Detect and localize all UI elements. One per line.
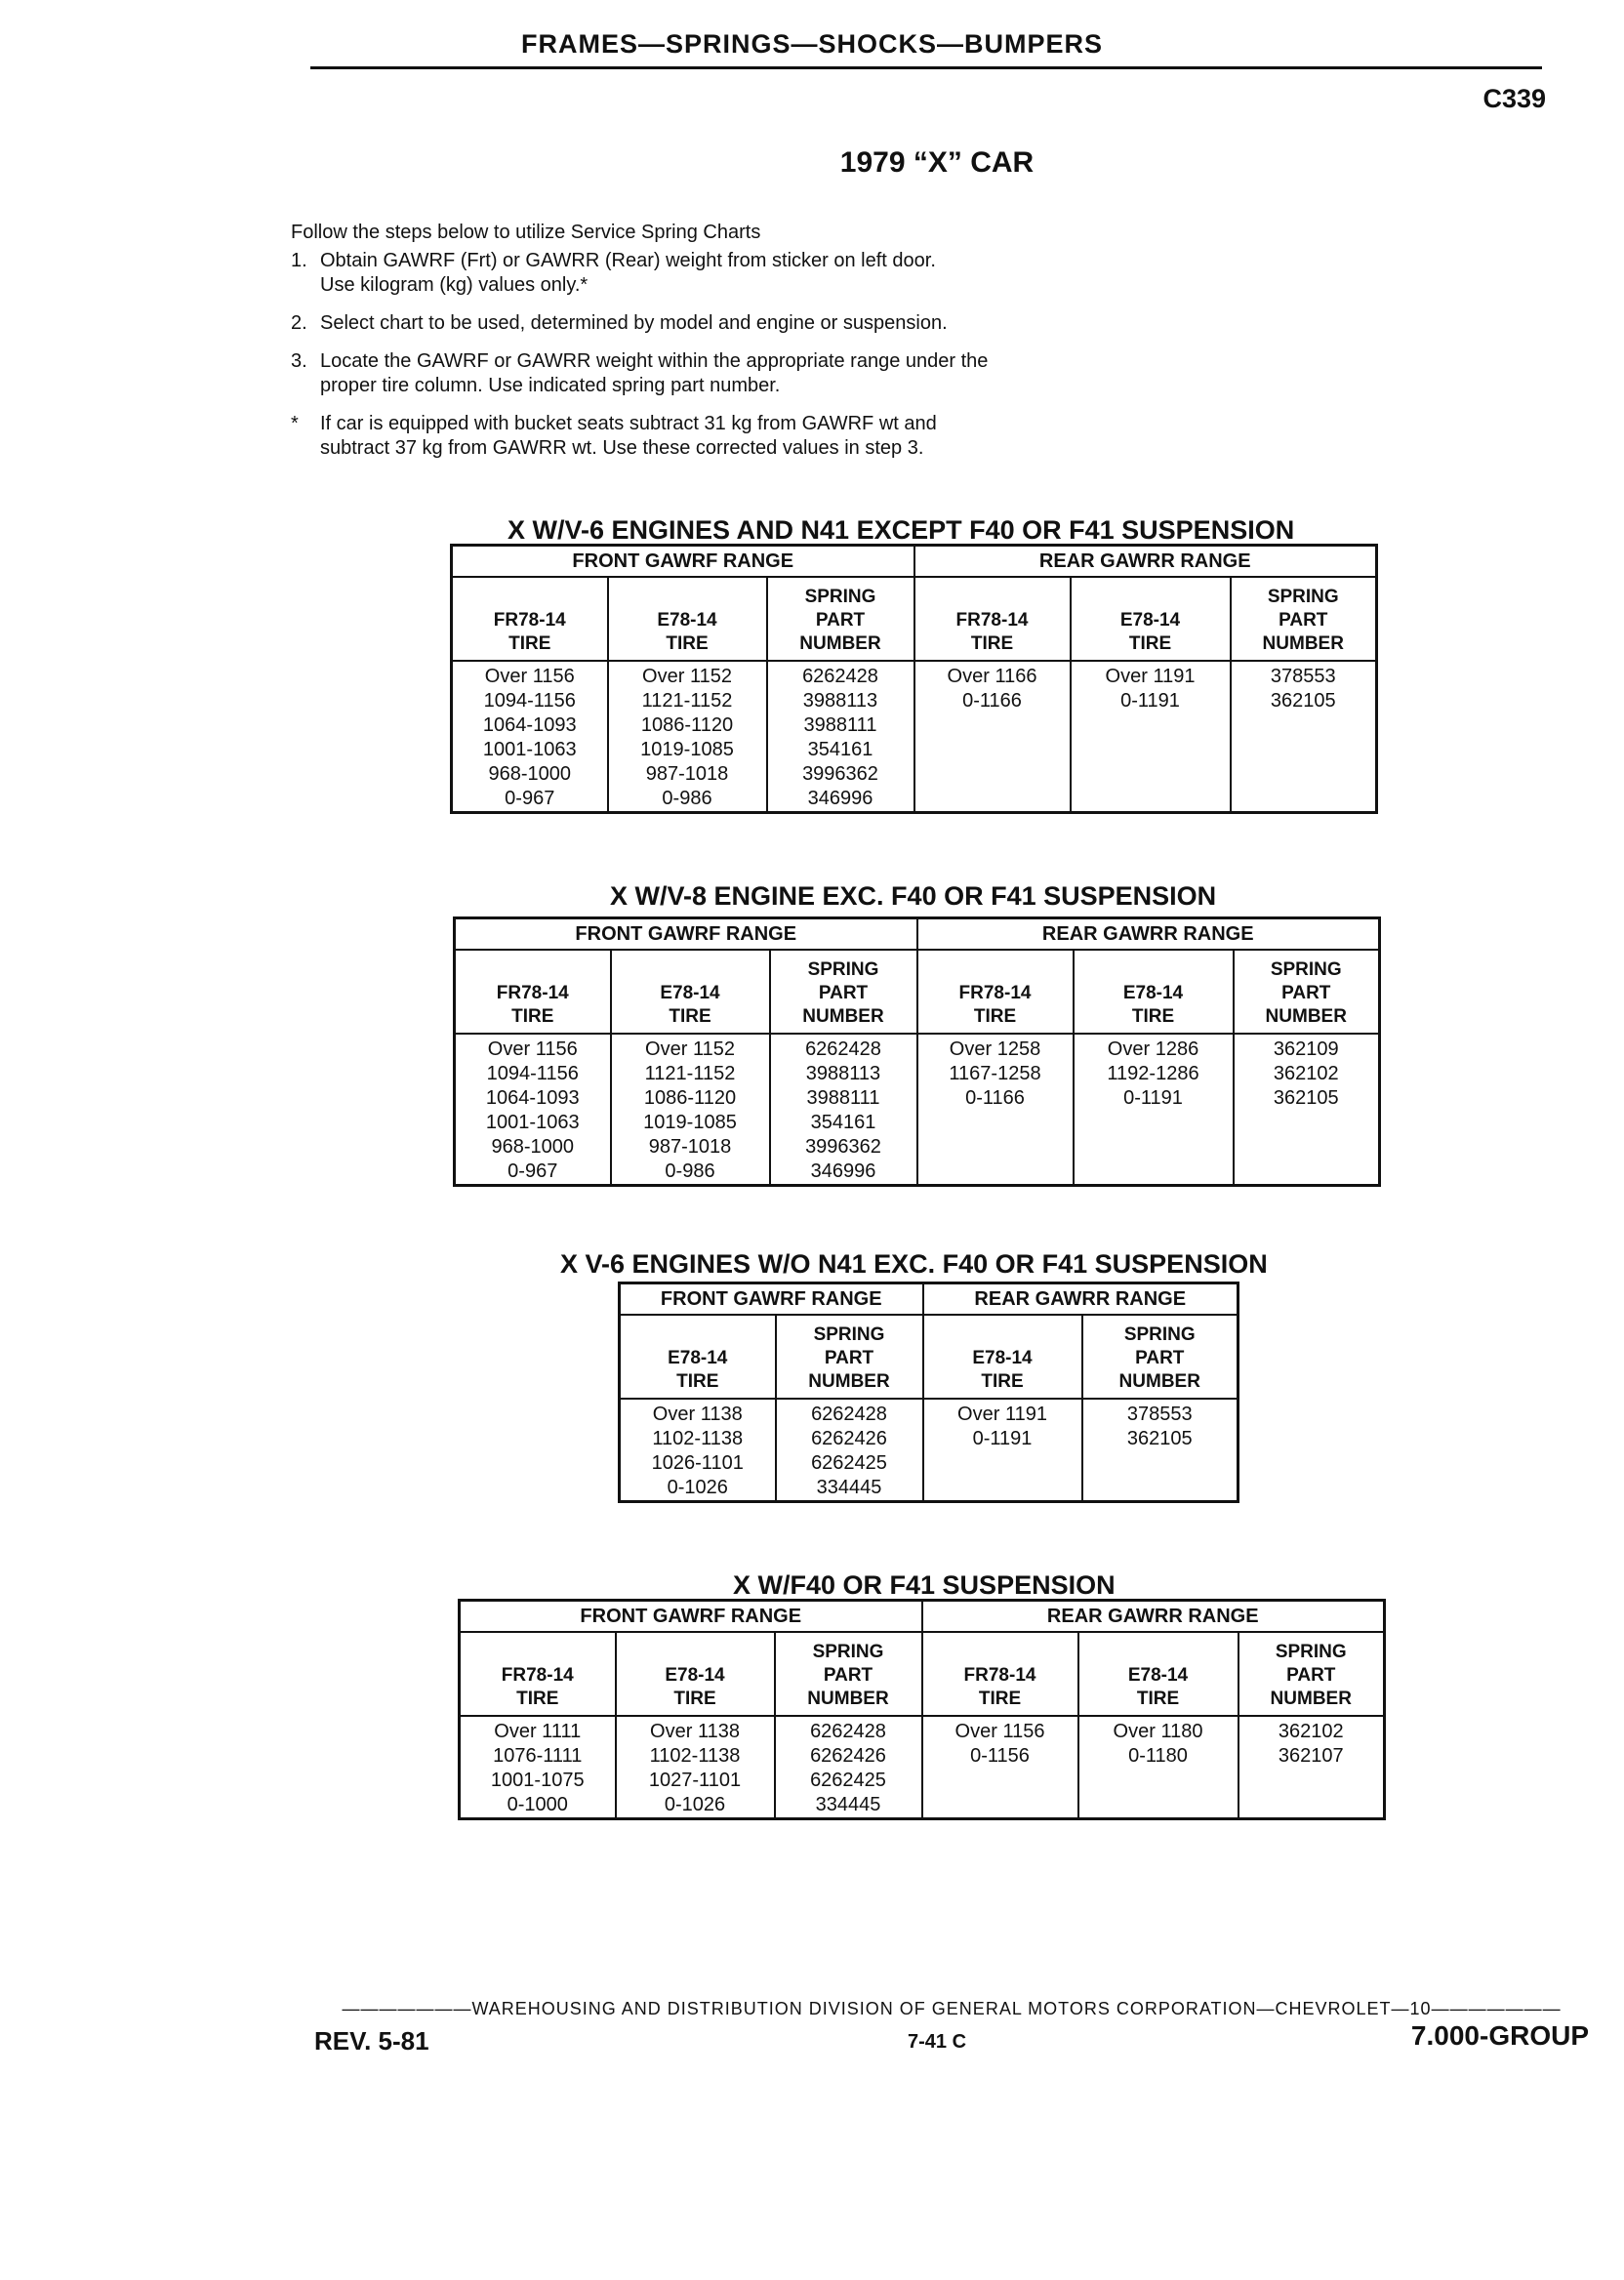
table-cell: Over 1180 bbox=[1113, 1721, 1203, 1742]
column-header-line: SPRING bbox=[812, 1642, 884, 1662]
table-cell: 1121-1152 bbox=[641, 690, 733, 712]
column-header-line: SPRING bbox=[1123, 1324, 1196, 1345]
column-header-line: E78-14 bbox=[657, 610, 717, 631]
table-cell: 0-1191 bbox=[1123, 1087, 1183, 1109]
data-column bbox=[460, 1716, 616, 1819]
column-header-line: SPRING bbox=[1270, 959, 1342, 980]
table-cell: Over 1111 bbox=[494, 1721, 582, 1742]
data-column bbox=[770, 1034, 917, 1186]
table-cell: 1167-1258 bbox=[949, 1063, 1041, 1084]
column-header-line: E78-14 bbox=[1122, 983, 1184, 1003]
table-cell: 3988113 bbox=[802, 690, 878, 712]
column-header-line: E78-14 bbox=[972, 1348, 1033, 1368]
table-cell: 1102-1138 bbox=[649, 1745, 741, 1767]
table-cell: 6262426 bbox=[811, 1428, 887, 1449]
table-cell: 362102 bbox=[1273, 1063, 1339, 1084]
column-header bbox=[452, 577, 608, 661]
table-cell: 987-1018 bbox=[645, 763, 729, 785]
column-header-line: E78-14 bbox=[668, 1348, 728, 1368]
table-cell: Over 1156 bbox=[954, 1721, 1045, 1742]
table-cell: 3996362 bbox=[802, 763, 878, 785]
table-row bbox=[455, 1034, 1380, 1186]
step-number: * bbox=[291, 413, 299, 434]
data-column bbox=[923, 1399, 1082, 1502]
spring-chart-table bbox=[618, 1282, 1239, 1503]
table-cell: 1076-1111 bbox=[493, 1745, 583, 1767]
column-header-line: SPRING bbox=[1267, 587, 1339, 607]
instruction-step bbox=[291, 349, 1169, 398]
data-column bbox=[1074, 1034, 1234, 1186]
column-header-line: FR78-14 bbox=[501, 1665, 574, 1686]
table-cell: 0-1166 bbox=[965, 1087, 1025, 1109]
column-header-line: NUMBER bbox=[799, 633, 881, 654]
column-header-line: FR78-14 bbox=[963, 1665, 1036, 1686]
column-header-line: NUMBER bbox=[802, 1006, 884, 1027]
table-cell: 6262428 bbox=[805, 1038, 881, 1060]
column-header-line: TIRE bbox=[1131, 1006, 1175, 1027]
table-cell: 346996 bbox=[807, 788, 873, 809]
column-header-line: TIRE bbox=[508, 633, 551, 654]
table-cell: 334445 bbox=[816, 1477, 882, 1498]
table-cell: 6262426 bbox=[810, 1745, 886, 1767]
column-header bbox=[1071, 577, 1231, 661]
table-cell: 1094-1156 bbox=[483, 690, 576, 712]
column-header bbox=[620, 1315, 776, 1399]
column-header-line: TIRE bbox=[1128, 633, 1172, 654]
data-column bbox=[914, 661, 1071, 813]
instructions-intro: Follow the steps below to utilize Service Spring Charts bbox=[291, 222, 761, 243]
spring-chart-table bbox=[458, 1599, 1386, 1820]
column-header bbox=[608, 577, 767, 661]
column-header bbox=[923, 1315, 1082, 1399]
column-header-row bbox=[460, 1632, 1385, 1716]
step-line: If car is equipped with bucket seats subtract 31 kg from GAWRF wt and bbox=[320, 413, 937, 434]
data-column bbox=[616, 1716, 775, 1819]
table-cell: 6262428 bbox=[802, 666, 878, 687]
data-column bbox=[455, 1034, 611, 1186]
table-cell: 0-1191 bbox=[1120, 690, 1180, 712]
table-cell: 1121-1152 bbox=[644, 1063, 736, 1084]
column-header-line: TIRE bbox=[669, 1006, 711, 1027]
data-column bbox=[1234, 1034, 1380, 1186]
column-header bbox=[914, 577, 1071, 661]
data-column bbox=[608, 661, 767, 813]
front-range-header: FRONT GAWRF RANGE bbox=[452, 546, 914, 578]
step-line: Locate the GAWRF or GAWRR weight within the appropriate range under the bbox=[320, 350, 989, 372]
column-header-line: SPRING bbox=[804, 587, 876, 607]
column-header-line: TIRE bbox=[981, 1371, 1024, 1392]
table-cell: 0-986 bbox=[665, 1160, 715, 1182]
data-column bbox=[776, 1399, 923, 1502]
table-cell: Over 1258 bbox=[949, 1038, 1041, 1060]
column-header-line: PART bbox=[1281, 983, 1331, 1003]
column-header-line: PART bbox=[815, 610, 866, 631]
table-cell: 362109 bbox=[1273, 1038, 1339, 1060]
column-header-line: FR78-14 bbox=[493, 610, 566, 631]
step-line: Select chart to be used, determined by model and engine or suspension. bbox=[320, 312, 948, 334]
data-column bbox=[767, 661, 914, 813]
page-title: 1979 “X” CAR bbox=[839, 146, 1035, 179]
table-cell: 1027-1101 bbox=[648, 1770, 742, 1791]
column-header-line: E78-14 bbox=[1119, 610, 1181, 631]
header-rule bbox=[310, 66, 1542, 69]
data-column bbox=[620, 1399, 776, 1502]
data-column bbox=[1082, 1399, 1238, 1502]
table-cell: 362102 bbox=[1278, 1721, 1344, 1742]
chart-title: X W/V-8 ENGINE EXC. F40 OR F41 SUSPENSION bbox=[610, 881, 1217, 911]
instructions bbox=[291, 221, 1169, 474]
table-cell: 968-1000 bbox=[488, 763, 572, 785]
step-number: 3. bbox=[291, 350, 307, 372]
table-cell: 1001-1075 bbox=[490, 1770, 585, 1791]
table-cell: 0-1026 bbox=[664, 1794, 726, 1815]
column-header bbox=[611, 950, 770, 1034]
rear-range-header: REAR GAWRR RANGE bbox=[922, 1601, 1385, 1633]
table-cell: 1086-1120 bbox=[640, 714, 734, 736]
column-header-line: TIRE bbox=[673, 1689, 716, 1709]
column-header-line: PART bbox=[1279, 610, 1328, 631]
data-column bbox=[1071, 661, 1231, 813]
rear-range-header: REAR GAWRR RANGE bbox=[923, 1283, 1238, 1316]
column-header bbox=[776, 1315, 923, 1399]
data-column bbox=[611, 1034, 770, 1186]
range-header-row bbox=[620, 1283, 1238, 1316]
table-cell: 354161 bbox=[807, 739, 873, 760]
column-header-line: NUMBER bbox=[1270, 1689, 1352, 1709]
chart-title: X W/F40 OR F41 SUSPENSION bbox=[733, 1570, 1116, 1600]
column-header bbox=[1078, 1632, 1238, 1716]
column-header-line: E78-14 bbox=[660, 983, 720, 1003]
column-header-line: PART bbox=[1135, 1348, 1185, 1368]
range-header-row bbox=[452, 546, 1377, 578]
table-cell: 0-1156 bbox=[970, 1745, 1030, 1767]
table-cell: Over 1138 bbox=[650, 1721, 740, 1742]
column-header-line: PART bbox=[818, 983, 869, 1003]
rear-range-header: REAR GAWRR RANGE bbox=[914, 546, 1377, 578]
table-cell: 6262425 bbox=[811, 1452, 887, 1474]
table-row bbox=[460, 1716, 1385, 1819]
range-header-row bbox=[455, 918, 1380, 951]
table-cell: 968-1000 bbox=[491, 1136, 575, 1158]
data-column bbox=[917, 1034, 1074, 1186]
data-column bbox=[922, 1716, 1078, 1819]
step-line: Obtain GAWRF (Frt) or GAWRR (Rear) weight from sticker on left door. bbox=[320, 250, 936, 271]
table-cell: 0-1180 bbox=[1128, 1745, 1188, 1767]
column-header-line: SPRING bbox=[807, 959, 879, 980]
table-row bbox=[452, 661, 1377, 813]
column-header bbox=[1082, 1315, 1238, 1399]
table-cell: Over 1152 bbox=[642, 666, 732, 687]
table-cell: 0-1000 bbox=[507, 1794, 568, 1815]
instruction-step bbox=[291, 311, 1169, 336]
column-header bbox=[1074, 950, 1234, 1034]
chart-title: X V-6 ENGINES W/O N41 EXC. F40 OR F41 SUSPENSION bbox=[560, 1249, 1268, 1279]
table-cell: 1064-1093 bbox=[482, 714, 577, 736]
step-line: subtract 37 kg from GAWRR wt. Use these corrected values in step 3. bbox=[320, 437, 924, 459]
table-cell: 0-1191 bbox=[972, 1428, 1033, 1449]
column-header-line: TIRE bbox=[970, 633, 1014, 654]
table-cell: 0-1026 bbox=[667, 1477, 728, 1498]
column-header-line: FR78-14 bbox=[958, 983, 1032, 1003]
table-cell: Over 1191 bbox=[957, 1404, 1047, 1425]
table-cell: 987-1018 bbox=[648, 1136, 732, 1158]
instruction-step bbox=[291, 412, 1169, 461]
column-header-line: PART bbox=[1286, 1665, 1336, 1686]
table-cell: 3996362 bbox=[805, 1136, 881, 1158]
footer-division-text: WAREHOUSING AND DISTRIBUTION DIVISION OF GENERAL MOTORS CORPORATION—CHEVROLET—10 bbox=[471, 1999, 1432, 2018]
column-header-line: E78-14 bbox=[1127, 1665, 1189, 1686]
data-column bbox=[1238, 1716, 1385, 1819]
data-column bbox=[1078, 1716, 1238, 1819]
data-column bbox=[452, 661, 608, 813]
instruction-steps bbox=[291, 249, 1169, 461]
column-header-line: NUMBER bbox=[807, 1689, 889, 1709]
chart-title: X W/V-6 ENGINES AND N41 EXCEPT F40 OR F41 SUSPENSION bbox=[508, 515, 1295, 545]
column-header bbox=[616, 1632, 775, 1716]
column-header-row bbox=[452, 577, 1377, 661]
column-header-line: TIRE bbox=[978, 1689, 1022, 1709]
instruction-step bbox=[291, 249, 1169, 298]
column-header bbox=[1231, 577, 1377, 661]
column-header-line: NUMBER bbox=[1265, 1006, 1347, 1027]
step-text bbox=[320, 249, 1169, 298]
table-cell: 6262428 bbox=[811, 1404, 887, 1425]
table-cell: Over 1156 bbox=[487, 1038, 578, 1060]
column-header-line: TIRE bbox=[973, 1006, 1017, 1027]
column-header-row bbox=[620, 1315, 1238, 1399]
step-text bbox=[320, 349, 1169, 398]
table-cell: Over 1152 bbox=[645, 1038, 735, 1060]
table-cell: 362107 bbox=[1278, 1745, 1344, 1767]
table-cell: 346996 bbox=[810, 1160, 876, 1182]
column-header bbox=[922, 1632, 1078, 1716]
column-header bbox=[917, 950, 1074, 1034]
column-header bbox=[770, 950, 917, 1034]
page-code: C339 bbox=[1482, 84, 1546, 113]
column-header-line: PART bbox=[823, 1665, 873, 1686]
table-cell: Over 1166 bbox=[947, 666, 1037, 687]
column-header-line: FR78-14 bbox=[496, 983, 569, 1003]
footer-revision: REV. 5-81 bbox=[314, 2026, 429, 2056]
column-header-line: TIRE bbox=[516, 1689, 559, 1709]
table-cell: 0-967 bbox=[505, 788, 555, 809]
table-cell: Over 1286 bbox=[1107, 1038, 1199, 1060]
column-header-line: NUMBER bbox=[1118, 1371, 1200, 1392]
table-cell: 1192-1286 bbox=[1107, 1063, 1199, 1084]
table-cell: 1086-1120 bbox=[643, 1087, 737, 1109]
column-header bbox=[775, 1632, 922, 1716]
table-cell: 378553 bbox=[1126, 1404, 1193, 1425]
step-text bbox=[320, 311, 1169, 336]
table-cell: 1019-1085 bbox=[643, 1112, 737, 1133]
table-cell: Over 1138 bbox=[652, 1404, 743, 1425]
column-header bbox=[1238, 1632, 1385, 1716]
table-cell: 362105 bbox=[1270, 690, 1336, 712]
column-header-line: SPRING bbox=[1275, 1642, 1347, 1662]
column-header bbox=[455, 950, 611, 1034]
footer-division-line: ———————WAREHOUSING AND DISTRIBUTION DIVISION OF GENERAL MOTORS CORPORATION—CHEVROLET—10——————— bbox=[342, 1999, 1562, 2018]
table-cell: 6262428 bbox=[810, 1721, 886, 1742]
column-header-line: SPRING bbox=[813, 1324, 885, 1345]
spring-chart-table bbox=[453, 916, 1381, 1187]
column-header-line: TIRE bbox=[676, 1371, 719, 1392]
front-range-header: FRONT GAWRF RANGE bbox=[460, 1601, 922, 1633]
table-cell: 6262425 bbox=[810, 1770, 886, 1791]
column-header-line: E78-14 bbox=[665, 1665, 725, 1686]
table-row bbox=[620, 1399, 1238, 1502]
table-cell: 3988111 bbox=[803, 714, 877, 736]
table-cell: 3988113 bbox=[805, 1063, 881, 1084]
table-cell: 1064-1093 bbox=[485, 1087, 580, 1109]
table-cell: 354161 bbox=[810, 1112, 876, 1133]
data-column bbox=[1231, 661, 1377, 813]
step-line: Use kilogram (kg) values only.* bbox=[320, 274, 589, 296]
column-header bbox=[1234, 950, 1380, 1034]
table-cell: 1094-1156 bbox=[486, 1063, 579, 1084]
table-cell: 0-986 bbox=[662, 788, 712, 809]
table-cell: 3988111 bbox=[806, 1087, 880, 1109]
table-cell: 1019-1085 bbox=[640, 739, 734, 760]
step-number: 2. bbox=[291, 312, 307, 334]
column-header bbox=[460, 1632, 616, 1716]
table-cell: 362105 bbox=[1273, 1087, 1339, 1109]
table-cell: 334445 bbox=[815, 1794, 881, 1815]
table-cell: 1001-1063 bbox=[482, 739, 577, 760]
front-range-header: FRONT GAWRF RANGE bbox=[620, 1283, 923, 1316]
column-header-row bbox=[455, 950, 1380, 1034]
step-line: proper tire column. Use indicated spring part number. bbox=[320, 375, 781, 396]
table-cell: 1102-1138 bbox=[652, 1428, 744, 1449]
page-header-title: FRAMES—SPRINGS—SHOCKS—BUMPERS bbox=[520, 29, 1104, 59]
column-header-line: NUMBER bbox=[1262, 633, 1344, 654]
table-cell: 1001-1063 bbox=[485, 1112, 580, 1133]
footer-page-number: 7-41 C bbox=[908, 2031, 967, 2053]
spring-chart-table bbox=[450, 544, 1378, 814]
table-cell: Over 1156 bbox=[484, 666, 575, 687]
column-header-line: FR78-14 bbox=[955, 610, 1029, 631]
column-header bbox=[767, 577, 914, 661]
front-range-header: FRONT GAWRF RANGE bbox=[455, 918, 917, 951]
column-header-line: PART bbox=[824, 1348, 874, 1368]
table-cell: 378553 bbox=[1270, 666, 1336, 687]
data-column bbox=[775, 1716, 922, 1819]
table-cell: 0-1166 bbox=[962, 690, 1022, 712]
table-cell: 0-967 bbox=[508, 1160, 558, 1182]
table-cell: 362105 bbox=[1126, 1428, 1193, 1449]
table-cell: 1026-1101 bbox=[651, 1452, 744, 1474]
step-text bbox=[320, 412, 1169, 461]
table-cell: Over 1191 bbox=[1105, 666, 1196, 687]
column-header-line: TIRE bbox=[1136, 1689, 1180, 1709]
rear-range-header: REAR GAWRR RANGE bbox=[917, 918, 1380, 951]
column-header-line: TIRE bbox=[666, 633, 709, 654]
column-header-line: TIRE bbox=[511, 1006, 554, 1027]
step-number: 1. bbox=[291, 250, 307, 271]
range-header-row bbox=[460, 1601, 1385, 1633]
column-header-line: NUMBER bbox=[808, 1371, 890, 1392]
footer-group: 7.000-GROUP bbox=[1410, 2020, 1589, 2051]
